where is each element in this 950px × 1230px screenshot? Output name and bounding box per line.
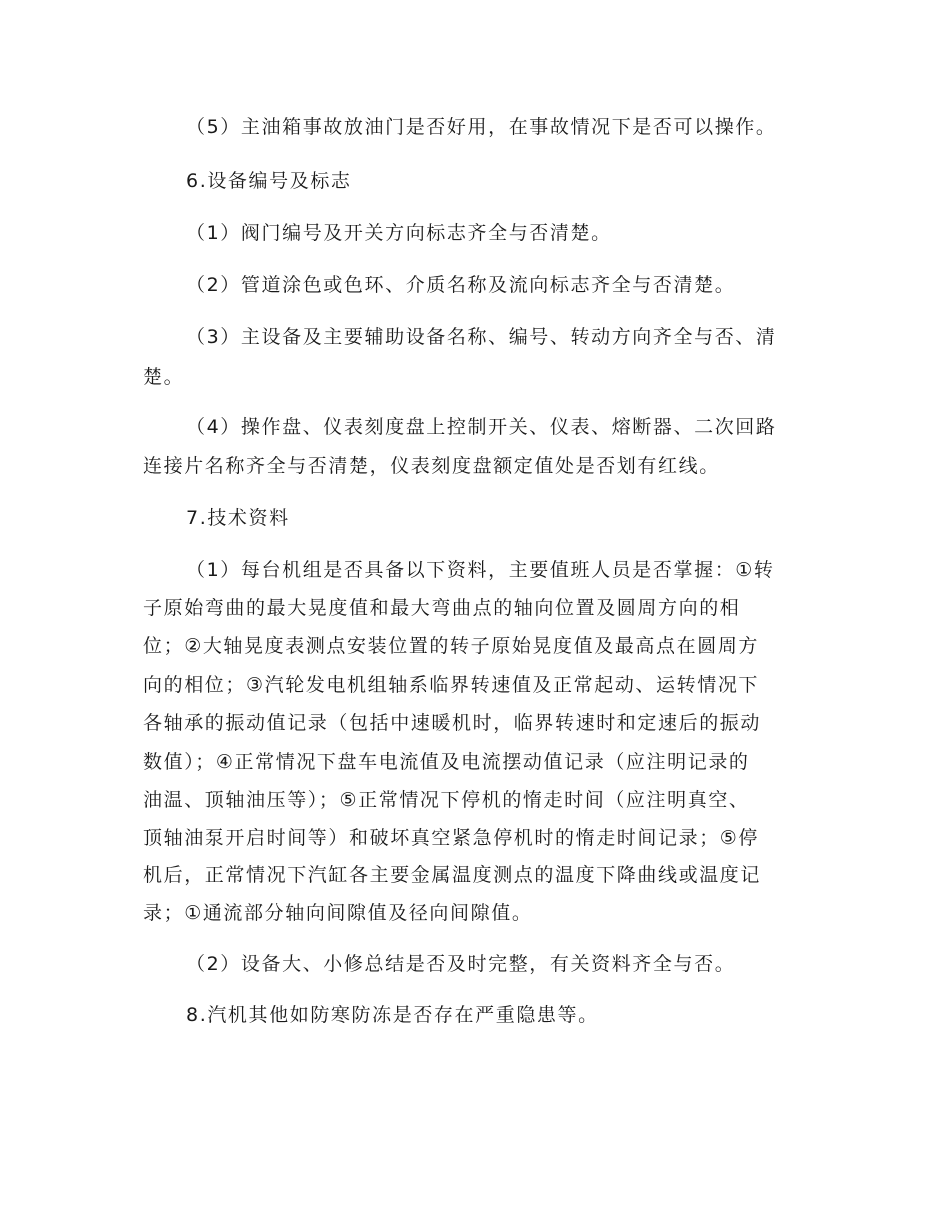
- paragraph-technical-data-line6: 数值）；④正常情况下盘车电流值及电流摆动值记录（应注明记录的: [143, 751, 750, 773]
- paragraph-technical-data-line10: 录；①通流部分轴向间隙值及径向间隙值。: [143, 902, 533, 924]
- paragraph-technical-data-line5: 各轴承的振动值记录（包括中速暖机时，临界转速时和定速后的振动: [143, 712, 762, 734]
- paragraph-technical-data-line4: 向的相位；③汽轮发电机组轴系临界转速值及正常起动、运转情况下: [143, 674, 760, 696]
- paragraph-technical-data-line9: 机后，正常情况下汽缸各主要金属温度测点的温度下降曲线或温度记: [143, 864, 762, 886]
- paragraph-overhaul-summary: （2）设备大、小修总结是否及时完整，有关资料齐全与否。: [186, 953, 736, 975]
- paragraph-control-panel-line1: （4）操作盘、仪表刻度盘上控制开关、仪表、熔断器、二次回路: [186, 416, 777, 438]
- paragraph-technical-data-line3: 位；②大轴晃度表测点安装位置的转子原始晃度值及最高点在圆周方: [143, 635, 760, 657]
- paragraph-5-accident-drain-valve: （5）主油箱事故放油门是否好用，在事故情况下是否可以操作。: [186, 116, 777, 138]
- paragraph-main-equipment-line1: （3）主设备及主要辅助设备名称、编号、转动方向齐全与否、清: [186, 326, 777, 348]
- paragraph-technical-data-line7: 油温、顶轴油压等）；⑤正常情况下停机的惰走时间（应注明真空、: [143, 789, 750, 811]
- paragraph-valve-numbering: （1）阀门编号及开关方向标志齐全与否清楚。: [186, 222, 612, 244]
- paragraph-technical-data-line2: 子原始弯曲的最大晃度值和最大弯曲点的轴向位置及圆周方向的相: [143, 597, 741, 619]
- heading-8-winterization: 8.汽机其他如防寒防冻是否存在严重隐患等。: [186, 1004, 599, 1026]
- heading-7-technical-data: 7.技术资料: [186, 507, 290, 529]
- paragraph-technical-data-line8: 顶轴油泵开启时间等）和破坏真空紧急停机时的惰走时间记录；⑤停: [143, 827, 760, 849]
- heading-6-equipment-numbering: 6.设备编号及标志: [186, 170, 352, 192]
- paragraph-control-panel-line2: 连接片名称齐全与否清楚，仪表刻度盘额定值处是否划有红线。: [143, 455, 720, 477]
- paragraph-technical-data-line1: （1）每台机组是否具备以下资料，主要值班人员是否掌握：①转: [186, 559, 775, 581]
- paragraph-main-equipment-line2: 楚。: [143, 366, 185, 388]
- paragraph-pipe-coloring: （2）管道涂色或色环、介质名称及流向标志齐全与否清楚。: [186, 274, 736, 296]
